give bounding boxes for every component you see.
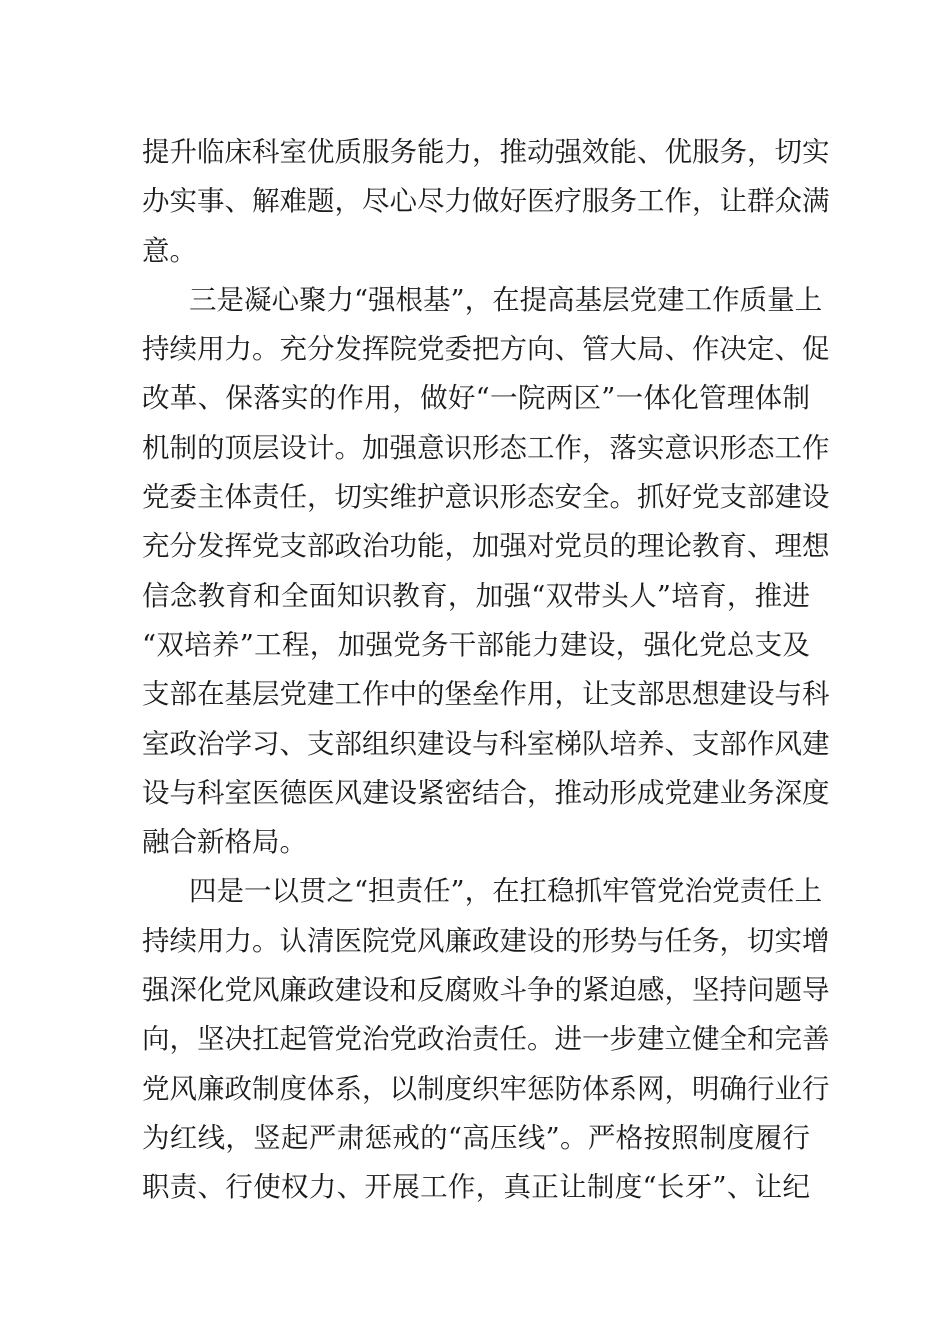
text-line: 改革、保落实的作用，做好“一院两区”一体化管理体制: [142, 382, 810, 415]
text-line: 信念教育和全面知识教育，加强“双带头人”培育，推进: [142, 579, 810, 612]
text-line: 四是一以贯之“担责任”，在扛稳抓牢管党治党责任上: [189, 875, 823, 908]
text-line: 三是凝心聚力“强根基”，在提高基层党建工作质量上: [189, 283, 823, 316]
text-line: “双培养”工程，加强党务干部能力建设，强化党总支及: [142, 628, 810, 661]
text-line: 设与科室医德医风建设紧密结合，推动形成党建业务深度: [142, 776, 830, 809]
text-line: 持续用力。认清医院党风廉政建设的形势与任务，切实增: [142, 924, 830, 957]
text-line: 支部在基层党建工作中的堡垒作用，让支部思想建设与科: [142, 678, 830, 711]
text-line: 室政治学习、支部组织建设与科室梯队培养、支部作风建: [142, 727, 830, 760]
text-line: 充分发挥党支部政治功能，加强对党员的理论教育、理想: [142, 530, 830, 563]
text-line: 办实事、解难题，尽心尽力做好医疗服务工作，让群众满: [142, 185, 830, 218]
text-line: 机制的顶层设计。加强意识形态工作，落实意识形态工作: [142, 431, 830, 464]
text-line: 意。: [142, 234, 197, 267]
text-line: 强深化党风廉政建设和反腐败斗争的紧迫感，坚持问题导: [142, 974, 830, 1007]
text-line: 提升临床科室优质服务能力，推动强效能、优服务，切实: [142, 136, 830, 168]
text-line: 职责、行使权力、开展工作，真正让制度“长牙”、让纪: [142, 1171, 810, 1204]
text-line: 党委主体责任，切实维护意识形态安全。抓好党支部建设: [142, 481, 830, 514]
body-text: [142, 128, 830, 1213]
text-line: 持续用力。充分发挥院党委把方向、管大局、作决定、促: [142, 333, 830, 366]
text-line: 向，坚决扛起管党治党政治责任。进一步建立健全和完善: [142, 1023, 830, 1056]
text-line: 为红线，竖起严肃惩戒的“高压线”。严格按照制度履行: [142, 1121, 810, 1154]
text-line: 融合新格局。: [142, 826, 307, 859]
text-line: 党风廉政制度体系，以制度织牢惩防体系网，明确行业行: [142, 1072, 830, 1105]
